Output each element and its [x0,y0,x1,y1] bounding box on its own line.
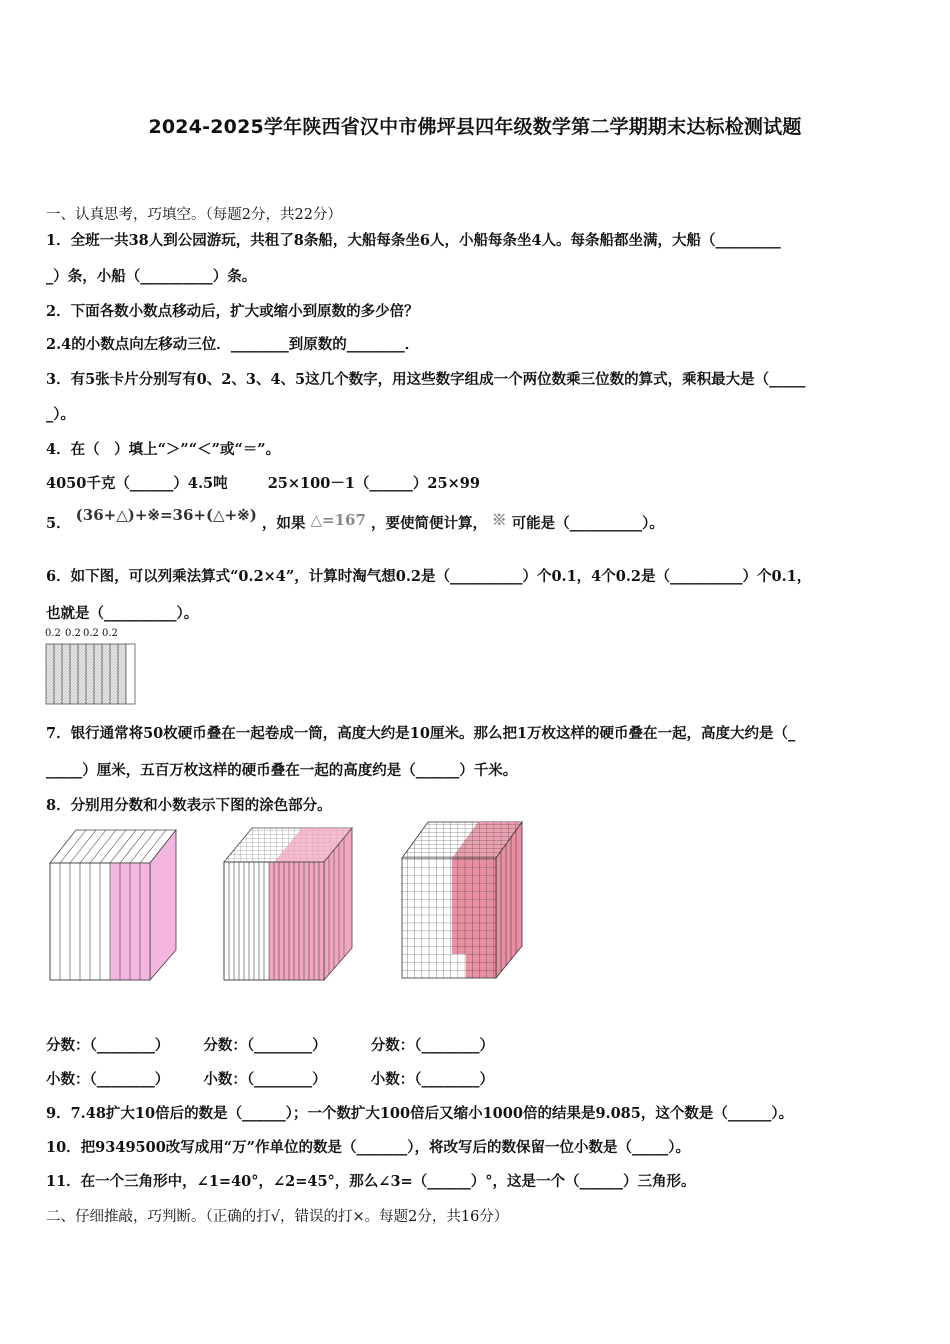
q9-line: 9．7.48扩大10倍后的数是（______）；一个数扩大100倍后又缩小1000倍的结果是9.085，这个数是（______）。 [46,1105,794,1122]
q5-formula: (36+△)+※=36+(△+※) [75,506,257,524]
section-1-heading: 一、认真思考，巧填空。（每题2分，共22分） [46,207,342,223]
q8-fraction-2: 分数：（________） [203,1037,327,1054]
q3-line2: _）。 [46,406,75,423]
q8-fraction-row [46,1034,494,1055]
q6-line2: 也就是（__________）。 [46,605,199,622]
section-2-heading: 二、仔细推敲，巧判断。（正确的打√，错误的打×。每题2分，共16分） [46,1209,509,1225]
q4-line2 [46,472,480,493]
q8-cube-tenths [48,828,180,984]
q1-line1: 1．全班一共38人到公园游玩，共租了8条船，大船每条坐6人，小船每条坐4人。每条船都坐满，大船（_________ [46,232,781,249]
q5-if: ，如果 [261,515,306,532]
q7-line1: 7．银行通常将50枚硬币叠在一起卷成一筒，高度大约是10厘米。那么把1万枚这样的硬币叠在一起，高度大约是（_ [46,725,796,742]
q6-strip-figure [45,628,140,706]
q8-fraction-1: 分数：（________） [46,1037,170,1054]
q4-line1: 4．在（ ）填上“＞”“＜”或“＝”。 [46,441,281,458]
q8-line1: 8．分别用分数和小数表示下图的涂色部分。 [46,797,332,814]
q8-decimal-3: 小数：（________） [370,1071,494,1088]
q8-cube-thousandths [400,820,526,982]
q5-tail: ，要使简便计算， [370,515,487,532]
q6-label: 0.2 [83,628,99,639]
q5-condition: △=167 [310,511,366,529]
q2-line1: 2．下面各数小数点移动后，扩大或缩小到原数的多少倍？ [46,303,419,320]
q8-decimal-2: 小数：（________） [203,1071,327,1088]
q4-compare-a: 4050千克（______）4.5吨 [46,475,228,492]
q8-decimal-row [46,1068,494,1089]
q6-label: 0.2 [102,628,118,639]
q1-line2: _）条，小船（__________）条。 [46,268,257,285]
q5-line [46,506,664,533]
q6-label: 0.2 [65,628,81,639]
q8-fraction-3: 分数：（________） [370,1037,494,1054]
page-title: 2024-2025学年陕西省汉中市佛坪县四年级数学第二学期期末达标检测试题 [148,116,802,138]
q6-strips [45,643,140,705]
q6-line1: 6．如下图，可以列乘法算式“0.2×4”，计算时淘气想0.2是（__________）个0.1，4个0.2是（__________）个0.1， [46,568,812,585]
q7-line2: _____）厘米，五百万枚这样的硬币叠在一起的高度约是（______）千米。 [46,762,518,779]
q8-decimal-1: 小数：（________） [46,1071,170,1088]
q6-label: 0.2 [45,628,61,639]
q3-line1: 3．有5张卡片分别写有0、2、3、4、5这几个数字，用这些数字组成一个两位数乘三位数的算式，乘积最大是（_____ [46,371,806,388]
q2-line2: 2.4的小数点向左移动三位．________到原数的________． [46,336,420,353]
q5-number: 5． [46,515,71,532]
q8-cube-hundredths [222,826,356,984]
q4-compare-b: 25×100－1（______）25×99 [267,475,480,492]
q5-symbol: ※ [492,512,507,529]
q5-answer: 可能是（__________）。 [511,515,664,532]
q10-line: 10．把9349500改写成用“万”作单位的数是（_______），将改写后的数保留一位小数是（_____）。 [46,1139,690,1156]
q11-line: 11．在一个三角形中，∠1=40°，∠2=45°，那么∠3=（______）°，这是一个（______）三角形。 [46,1173,696,1190]
